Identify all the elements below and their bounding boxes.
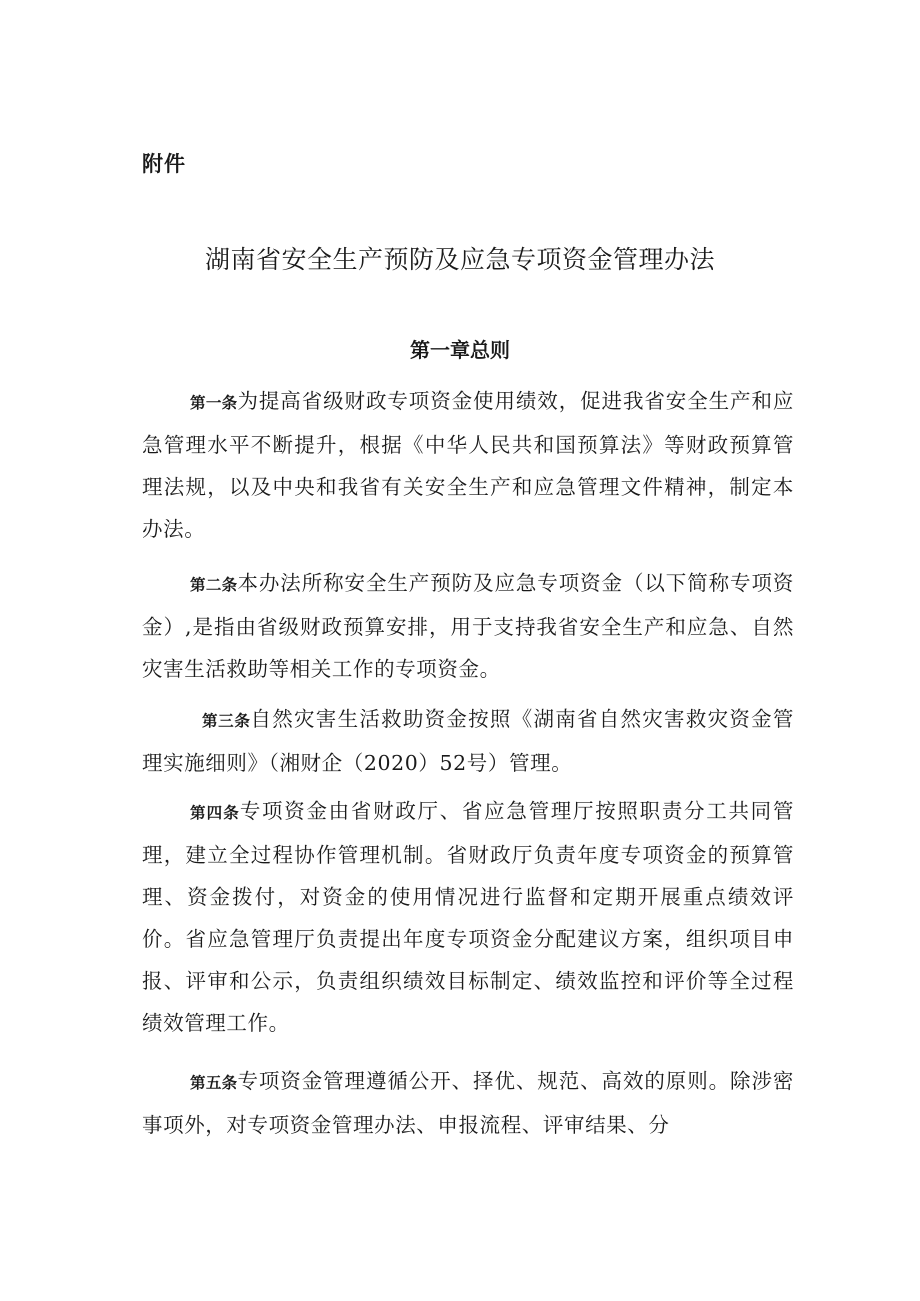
attachment-label: 附件 [142,152,186,176]
article-3-text: 自然灾害生活救助资金按照《湖南省自然灾害救灾资金管理实施细则》（湘财企（2020）52号）管理。 [142,707,794,775]
chapter-title: 第一章总则 [410,338,510,362]
article-3-number: 第三条 [202,712,251,730]
article-5-number: 第五条 [190,1074,238,1092]
article-2-text: 本办法所称安全生产预防及应急专项资金（以下简称专项资金）,是指由省级财政预算安排，用于支持我省安全生产和应急、自然灾害生活救助等相关工作的专项资金。 [142,571,794,681]
article-2-number: 第二条 [190,576,238,594]
article-1-text: 为提高省级财政专项资金使用绩效，促进我省安全生产和应急管理水平不断提升，根据《中华人民共和国预算法》等财政预算管理法规，以及中央和我省有关安全生产和应急管理文件精神，制定本办法。 [142,389,794,541]
article-5 [142,1060,794,1146]
article-3 [142,698,794,784]
article-1 [142,380,794,550]
article-2 [142,562,794,690]
article-5-text: 专项资金管理遵循公开、择优、规范、高效的原则。除涉密事项外，对专项资金管理办法、申报流程、评审结果、分 [142,1069,794,1137]
document-title: 湖南省安全生产预防及应急专项资金管理办法 [204,245,715,274]
article-4 [142,790,794,1044]
article-4-text: 专项资金由省财政厅、省应急管理厅按照职责分工共同管理，建立全过程协作管理机制。省财政厅负责年度专项资金的预算管理、资金拨付，对资金的使用情况进行监督和定期开展重点绩效评价。省应急管理厅负责提出年度专项资金分配建议方案，组织项目申报、评审和公示，负责组织绩效目标制定、绩效监控和评价等全过程绩效管理工作。 [142,799,794,1035]
article-4-number: 第四条 [190,804,240,822]
article-1-number: 第一条 [190,394,238,412]
